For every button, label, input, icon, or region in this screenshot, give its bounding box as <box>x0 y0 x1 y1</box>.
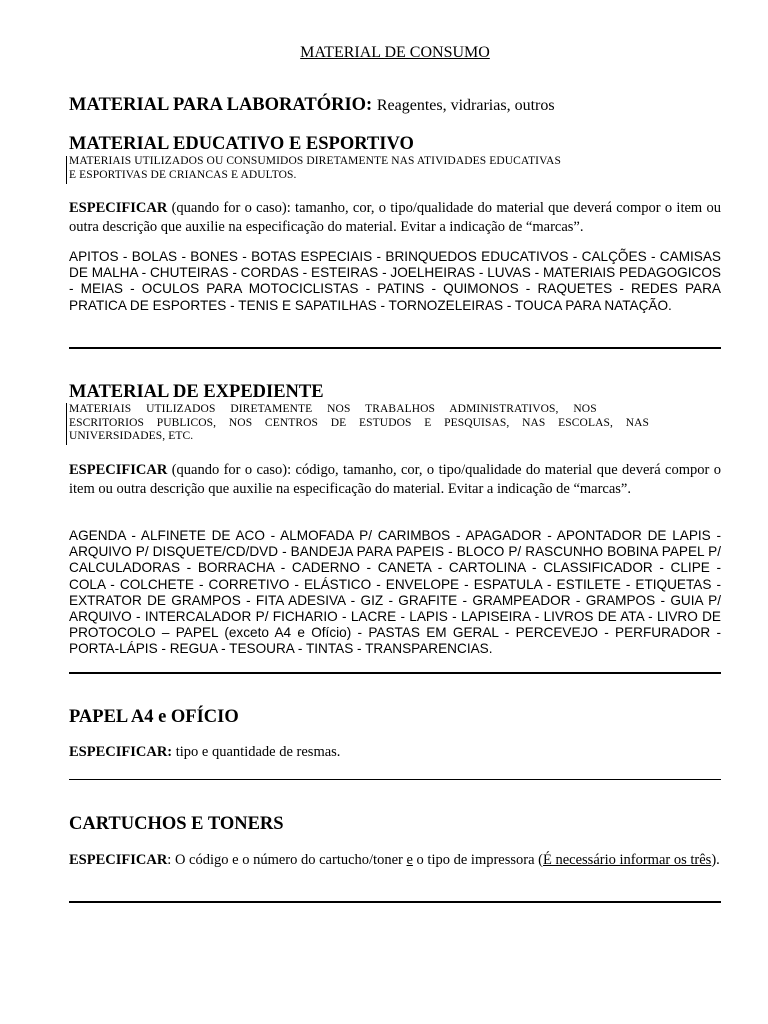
cartuchos-specify <box>69 851 721 870</box>
laboratorio-subtitle: Reagentes, vidrarias, outros <box>376 97 555 114</box>
change-bar <box>66 156 67 184</box>
educativo-specify-label: ESPECIFICAR <box>69 200 168 216</box>
expediente-description <box>69 403 649 444</box>
papel-specify-text: tipo e quantidade de resmas. <box>172 744 341 760</box>
cartuchos-specify-text: o tipo de impressora ( <box>412 852 543 868</box>
expediente-description-line: UNIVERSIDADES, ETC. <box>69 430 194 442</box>
cartuchos-specify-label: ESPECIFICAR <box>69 852 168 868</box>
section-heading-papel: PAPEL A4 e OFÍCIO <box>69 707 239 727</box>
educativo-items-list: APITOS - BOLAS - BONES - BOTAS ESPECIAIS - BRINQUEDOS EDUCATIVOS - CALÇÕES - CAMISAS DE MALHA - CHUTEIRAS - CORDAS - ESTEIRAS - JOELHEIRAS - LUVAS - MATERIAIS PEDAGOGICOS - MEIAS - OCULOS PARA MOTOCICLISTAS - PATINS - QUIMONOS - RAQUETES - REDES PARA PRATICA DE ESPORTES - TENIS E SAPATILHAS - TORNOZELEIRAS - TOUCA PARA NATAÇÃO. <box>69 249 721 313</box>
expediente-specify-text: (quando for o caso): código, tamanho, cor, o tipo/qualidade do material que deverá compor o item ou outra descrição que auxilie na especificação do material. Evitar a indicação de “marcas”. <box>69 462 721 497</box>
educativo-specify-text: (quando for o caso): tamanho, cor, o tipo/qualidade do material que deverá compor o item ou outra descrição que auxilie na especificação do material. Evitar a indicação de “marcas”. <box>69 200 721 235</box>
cartuchos-specify-note: É necessário informar os três <box>543 852 712 868</box>
section-divider <box>69 672 721 674</box>
expediente-specify <box>69 461 721 499</box>
educativo-description <box>69 155 561 182</box>
papel-specify <box>69 743 721 762</box>
educativo-specify <box>69 199 721 237</box>
expediente-items-list: AGENDA - ALFINETE DE ACO - ALMOFADA P/ CARIMBOS - APAGADOR - APONTADOR DE LAPIS - ARQUIVO P/ DISQUETE/CD/DVD - BANDEJA PARA PAPEIS - BLOCO P/ RASCUNHO BOBINA PAPEL P/ CALCULADORAS - BORRACHA - CADERNO - CANETA - CARTOLINA - CLASSIFICADOR - CLIPE - COLA - COLCHETE - CORRETIVO - ELÁSTICO - ENVELOPE - ESPATULA - ESTILETE - ETIQUETAS - EXTRATOR DE GRAMPOS - FITA ADESIVA - GIZ - GRAFITE - GRAMPEADOR - GRAMPOS - GUIA P/ ARQUIVO - INTERCALADOR P/ FICHARIO - LACRE - LAPIS - LAPISEIRA - LIVROS DE ATA - LIVRO DE PROTOCOLO – PAPEL (exceto A4 e Ofício) - PASTAS EM GERAL - PERCEVEJO - PERFURADOR - PORTA-LÁPIS - REGUA - TESOURA - TINTAS - TRANSPARENCIAS. <box>69 528 721 657</box>
laboratorio-heading-text: MATERIAL PARA LABORATÓRIO: <box>69 95 373 115</box>
section-heading-laboratorio <box>69 95 555 116</box>
section-heading-educativo: MATERIAL EDUCATIVO E ESPORTIVO <box>69 134 414 154</box>
section-heading-cartuchos: CARTUCHOS E TONERS <box>69 814 284 834</box>
section-divider <box>69 901 721 903</box>
document-title: MATERIAL DE CONSUMO <box>300 44 490 61</box>
section-heading-expediente: MATERIAL DE EXPEDIENTE <box>69 382 324 402</box>
change-bar <box>66 403 67 445</box>
educativo-description-line: E ESPORTIVAS DE CRIANCAS E ADULTOS. <box>69 168 297 181</box>
cartuchos-specify-text: ). <box>711 852 720 868</box>
educativo-description-line: MATERIAIS UTILIZADOS OU CONSUMIDOS DIRETAMENTE NAS ATIVIDADES EDUCATIVAS <box>69 155 561 167</box>
section-divider <box>69 347 721 349</box>
expediente-description-line: MATERIAIS UTILIZADOS DIRETAMENTE NOS TRABALHOS ADMINISTRATIVOS, NOS <box>69 403 597 415</box>
expediente-specify-label: ESPECIFICAR <box>69 462 168 478</box>
expediente-description-line: ESCRITORIOS PUBLICOS, NOS CENTROS DE ESTUDOS E PESQUISAS, NAS ESCOLAS, NAS <box>69 416 649 429</box>
papel-specify-label: ESPECIFICAR: <box>69 744 173 760</box>
cartuchos-specify-text: : O código e o número do cartucho/toner <box>167 852 407 868</box>
section-divider <box>69 779 721 780</box>
cartuchos-specify-and: e <box>406 852 413 868</box>
